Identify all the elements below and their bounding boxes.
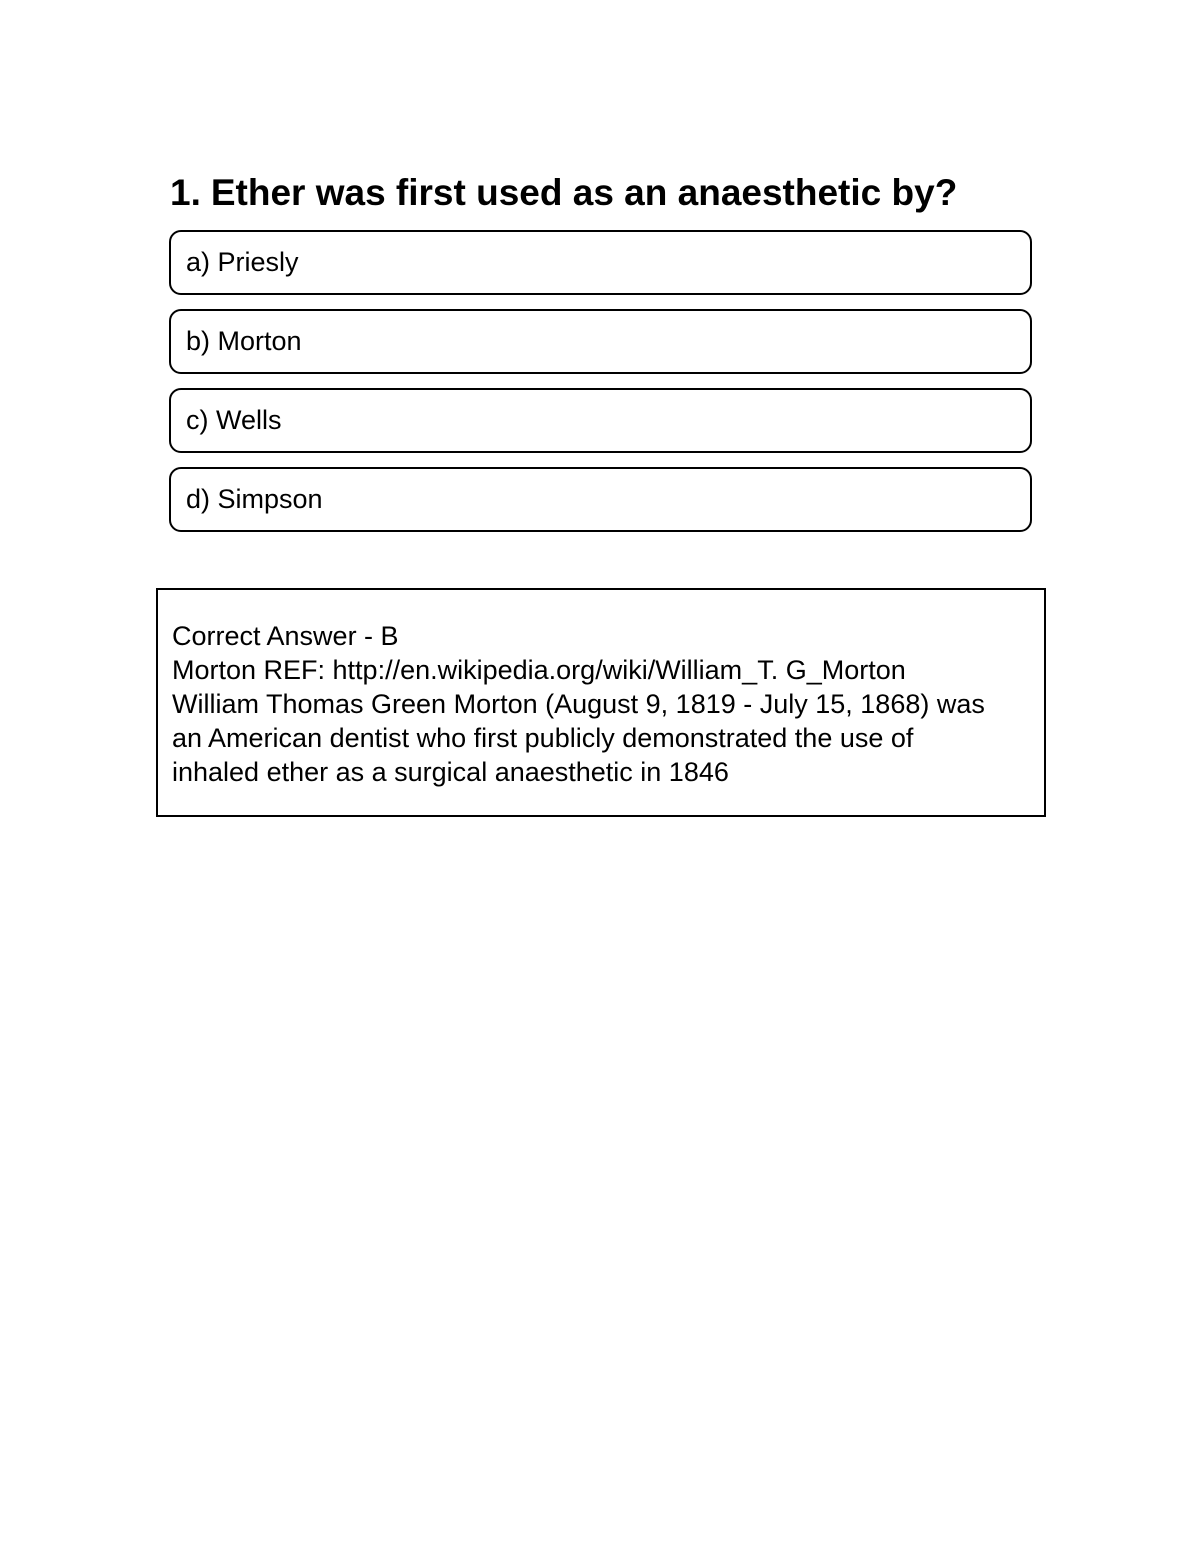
explanation-line-3: inhaled ether as a surgical anaesthetic in 1846 <box>172 757 729 787</box>
option-a-label: a) Priesly <box>186 247 299 277</box>
reference-line: Morton REF: http://en.wikipedia.org/wiki/William_T. G_Morton <box>172 655 906 685</box>
option-b-label: b) Morton <box>186 326 302 356</box>
option-d-label: d) Simpson <box>186 484 323 514</box>
explanation-line-1: William Thomas Green Morton (August 9, 1819 - July 15, 1868) was <box>172 689 985 719</box>
correct-answer-line: Correct Answer - B <box>172 621 399 651</box>
answer-options <box>169 230 1032 546</box>
question-title <box>170 170 957 216</box>
option-a[interactable] <box>169 230 1032 295</box>
option-c-label: c) Wells <box>186 405 282 435</box>
option-b[interactable] <box>169 309 1032 374</box>
explanation-line-2: an American dentist who first publicly demonstrated the use of <box>172 723 914 753</box>
question-text: Ether was first used as an anaesthetic by? <box>210 172 958 213</box>
option-c[interactable] <box>169 388 1032 453</box>
option-d[interactable] <box>169 467 1032 532</box>
answer-explanation-box <box>156 588 1046 817</box>
question-number: 1. <box>170 172 201 213</box>
